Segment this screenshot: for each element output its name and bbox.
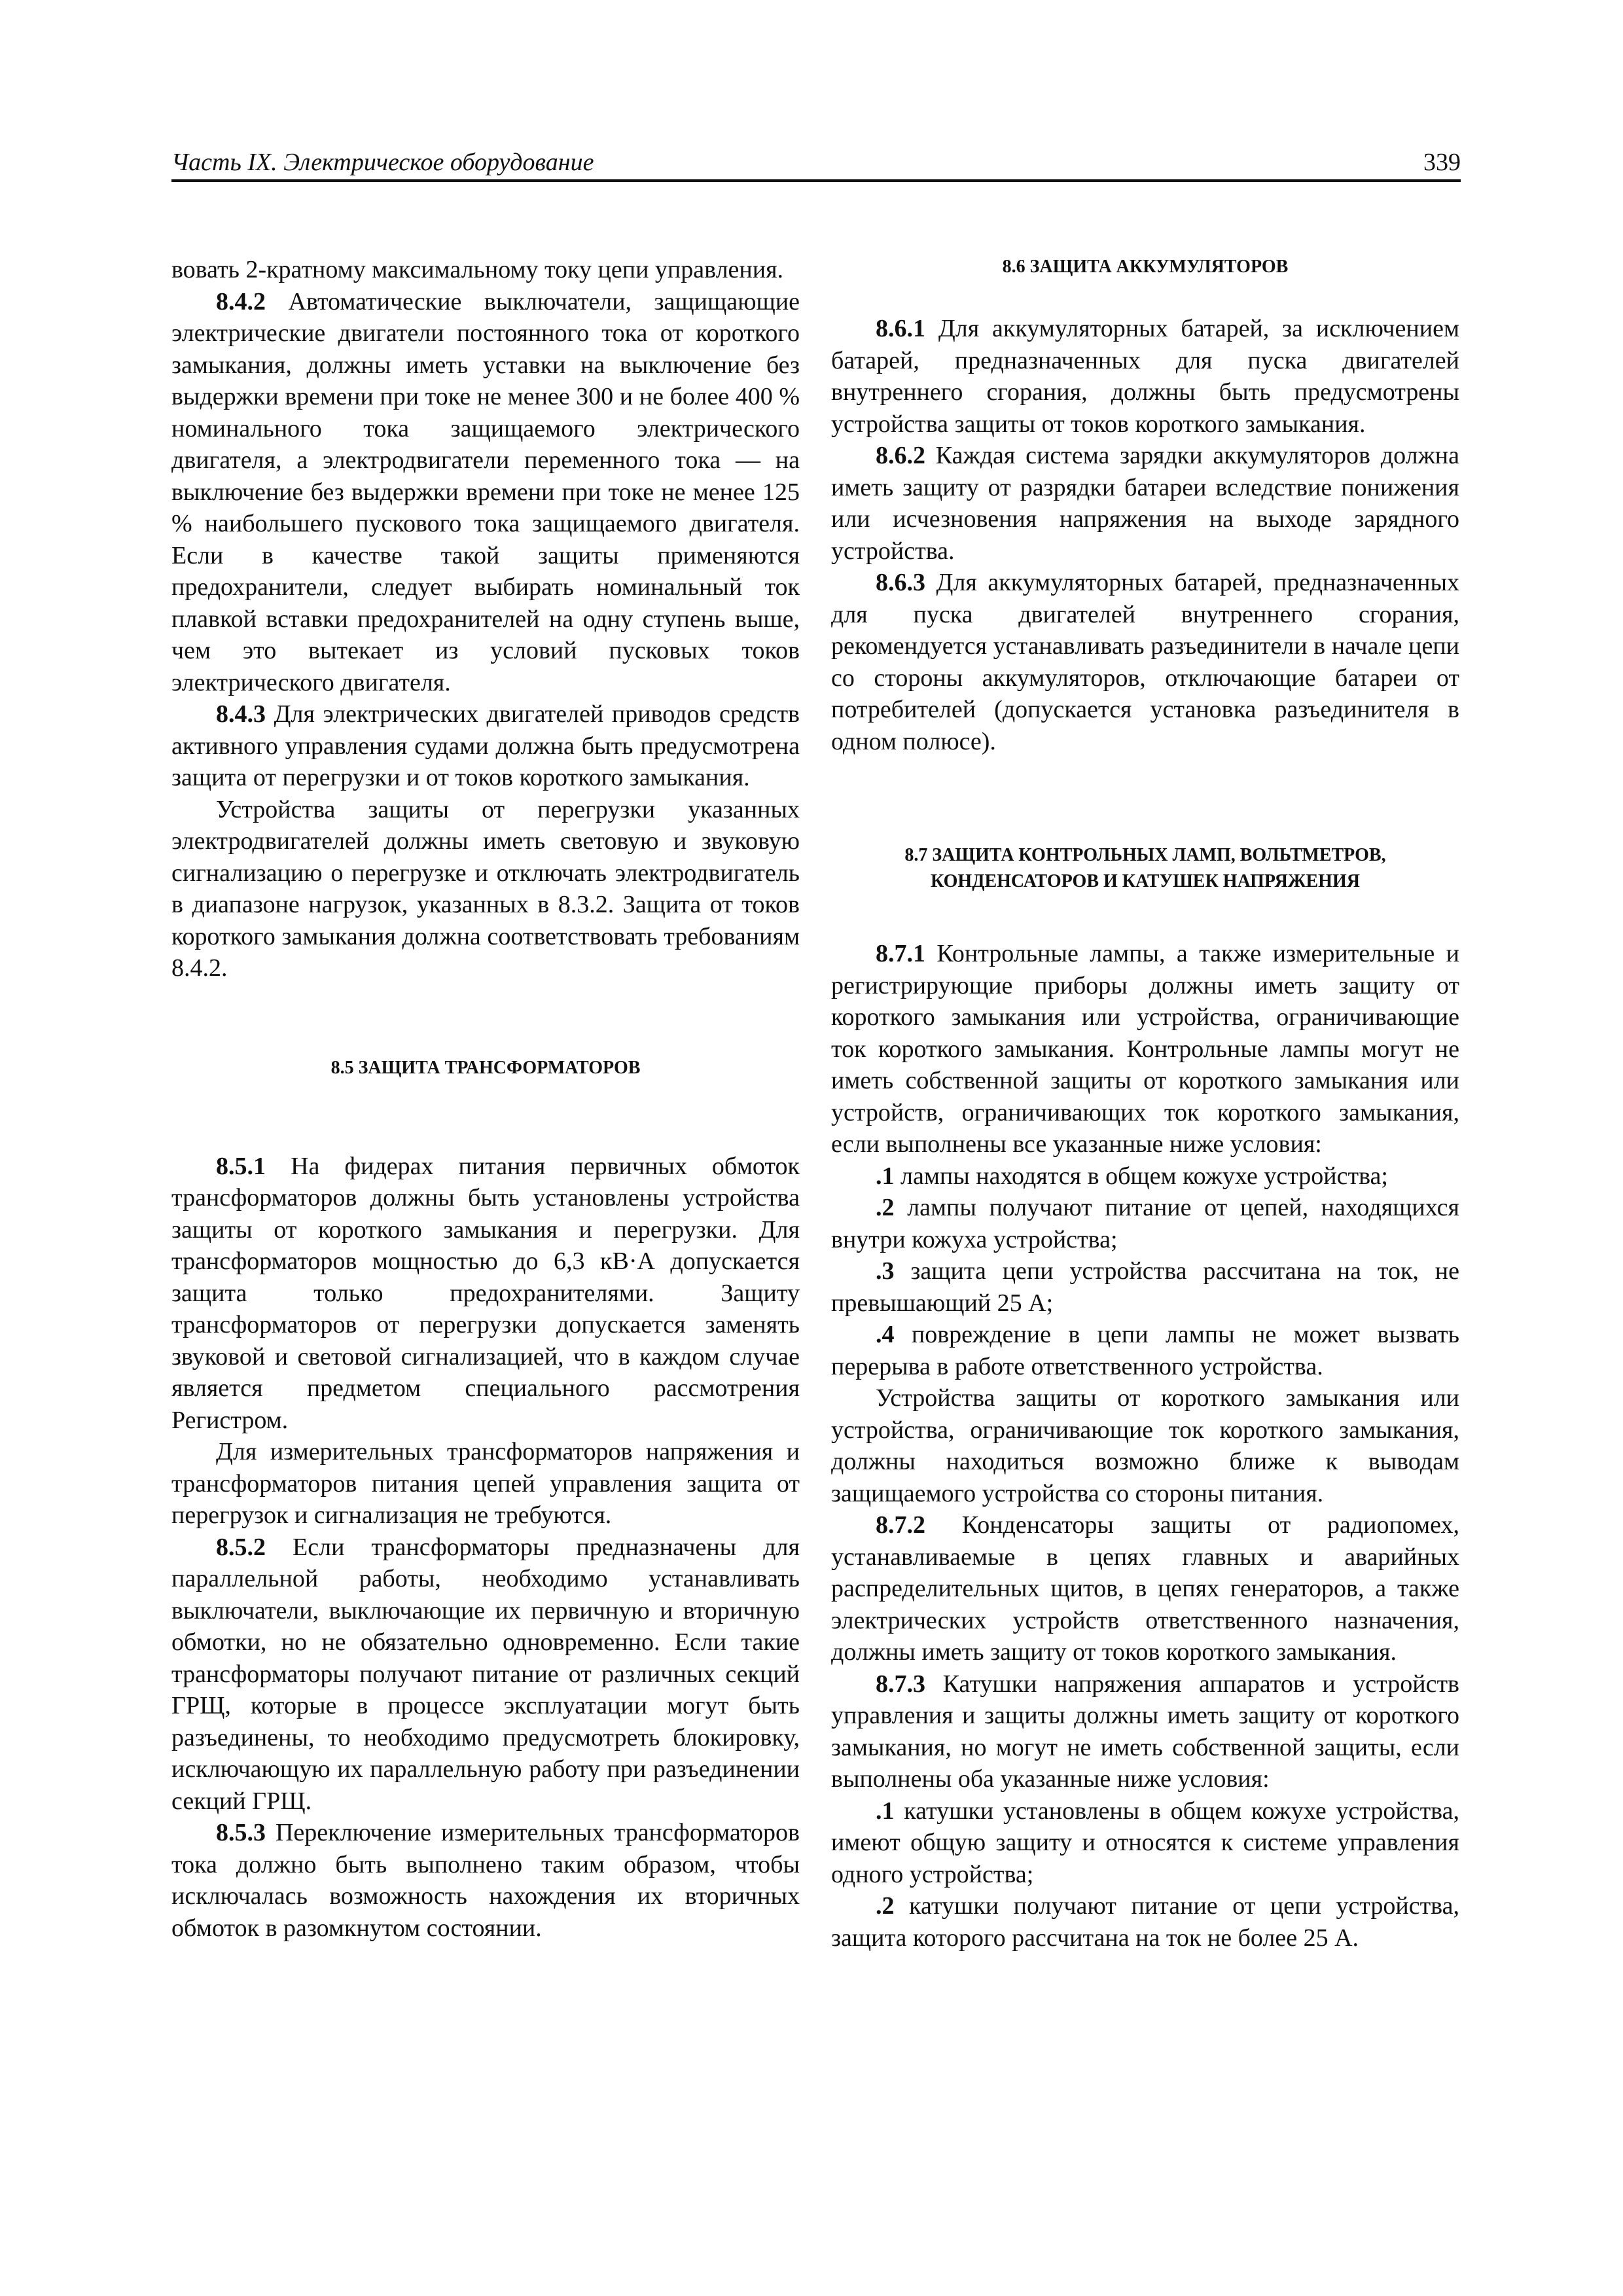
item-text: катушки получают питание от цепи устройства, защита которого рассчитана на ток не более 25 А. — [831, 1892, 1459, 1952]
item-text: лампы находятся в общем кожухе устройства; — [894, 1162, 1388, 1190]
item-number: .3 — [876, 1257, 895, 1285]
paragraph-8-7-2 — [831, 1509, 1459, 1668]
paragraph-8-5-1-b: Для измерительных трансформаторов напряжения и трансформаторов питания цепей управления защита от перегрузок и сигнализация не требуются. — [171, 1438, 800, 1529]
paragraph-8-7-1-b: Устройства защиты от короткого замыкания или устройства, ограничивающие ток короткого замыкания, должны находиться возможно ближе к выводам защищаемого устройства со стороны питания. — [831, 1384, 1459, 1507]
paragraph-8-7-3 — [831, 1668, 1459, 1795]
paragraph-8-7-1 — [831, 938, 1459, 1160]
clause-number: 8.6.3 — [876, 569, 925, 596]
running-title: Часть IX. Электрическое оборудование — [171, 149, 594, 176]
clause-number: 8.6.1 — [876, 315, 925, 342]
paragraph-8-5-1 — [171, 1151, 800, 1437]
paragraph-8-6-1 — [831, 313, 1459, 440]
list-item — [831, 1255, 1459, 1319]
clause-number: 8.6.2 — [876, 442, 925, 469]
section-title-8-7 — [831, 842, 1459, 895]
clause-text: Конденсаторы защиты от радиопомех, устанавливаемые в цепях главных и аварийных распределительных щитов, в цепях генераторов, а также электрических устройств ответственного назначения, должны иметь защиту от токов короткого замыкания. — [831, 1511, 1459, 1666]
clause-number: 8.7.3 — [876, 1670, 925, 1698]
right-column — [831, 254, 1459, 1954]
clause-text: Катушки напряжения аппаратов и устройств управления и защиты должны иметь защиту от короткого замыкания, но могут не иметь собственной защиты, если выполнены оба указанные ниже условия: — [831, 1670, 1459, 1793]
item-number: .4 — [876, 1321, 895, 1348]
clause-text: На фидерах питания первичных обмоток трансформаторов должны быть установлены устройства защиты от короткого замыкания и перегрузки. Для трансформаторов мощностью до 6,3 кВ·А допускается защита только предохранителями. Защиту трансформаторов от перегрузки допускается заменять звуковой и световой сигнализацией, что в каждом случае является предметом специального рассмотрения Регистром. — [171, 1152, 800, 1434]
clause-text: Для электрических двигателей приводов средств активного управления судами должна быть предусмотрена защита от перегрузки и от токов короткого замыкания. — [171, 700, 800, 791]
paragraph-8-6-3 — [831, 567, 1459, 757]
clause-text: Автоматические выключатели, защищающие электрические двигатели постоянного тока от короткого замыкания, должны иметь уставки на выключение без выдержки времени при токе не менее 300 и не более 400 % номинального тока защищаемого электрического двигателя, а электродвигатели переменного тока — на выключение без выдержки времени при токе не менее 125 % наибольшего пускового тока защищаемого двигателя. Если в качестве такой защиты применяются предохранители, следует выбирать номинальный ток плавкой вставки предохранителей на одну ступень выше, чем это вытекает из условий пусковых токов электрического двигателя. — [171, 287, 800, 696]
clause-text: Каждая система зарядки аккумуляторов должна иметь защиту от разрядки батареи вследствие понижения или исчезновения напряжения на выходе зарядного устройства. — [831, 442, 1459, 565]
item-text: защита цепи устройства рассчитана на ток, не превышающий 25 А; — [831, 1257, 1459, 1317]
left-column — [171, 254, 800, 1944]
paragraph-8-4-3 — [171, 698, 800, 794]
clause-number: 8.7.1 — [876, 940, 925, 967]
clause-text: Для аккумуляторных батарей, за исключением батарей, предназначенных для пуска двигателей внутреннего сгорания, должны быть предусмотрены устройства защиты от токов короткого замыкания. — [831, 315, 1459, 438]
section-title-line: КОНДЕНСАТОРОВ И КАТУШЕК НАПРЯЖЕНИЯ — [931, 871, 1360, 891]
clause-number: 8.5.2 — [216, 1533, 266, 1561]
list-item — [831, 1319, 1459, 1382]
section-title-line: 8.7 ЗАЩИТА КОНТРОЛЬНЫХ ЛАМП, ВОЛЬТМЕТРОВ, — [904, 845, 1386, 865]
item-number: .1 — [876, 1162, 895, 1190]
clause-number: 8.7.2 — [876, 1511, 925, 1539]
paragraph-8-4-2 — [171, 286, 800, 699]
clause-number: 8.5.1 — [216, 1152, 266, 1180]
clause-text: Переключение измерительных трансформаторов тока должно быть выполнено таким образом, чтобы исключалась возможность нахождения их вторичных обмоток в разомкнутом состоянии. — [171, 1819, 800, 1942]
item-text: катушки установлены в общем кожухе устройства, имеют общую защиту и относятся к системе управления одного устройства; — [831, 1797, 1459, 1888]
clause-text: Если трансформаторы предназначены для параллельной работы, необходимо устанавливать выключатели, выключающие их первичную и вторичную обмотки, но не обязательно одновременно. Если такие трансформаторы получают питание от различных секций ГРЩ, которые в процессе эксплуатации могут быть разъединены, то необходимо предусмотреть блокировку, исключающую их параллельную работу при разъединении секций ГРЩ. — [171, 1533, 800, 1815]
item-text: повреждение в цепи лампы не может вызвать перерыва в работе ответственного устройства. — [831, 1321, 1459, 1380]
item-number: .2 — [876, 1892, 895, 1920]
section-title-8-6: 8.6 ЗАЩИТА АККУМУЛЯТОРОВ — [1002, 257, 1289, 277]
paragraph-8-5-3 — [171, 1817, 800, 1944]
item-number: .2 — [876, 1194, 895, 1221]
clause-text: Контрольные лампы, а также измерительные и регистрирующие приборы должны иметь защиту от короткого замыкания или устройства, ограничивающие ток короткого замыкания. Контрольные лампы могут не иметь собственной защиты от короткого замыкания или устройств, ограничивающих ток короткого замыкания, если выполнены все указанные ниже условия: — [831, 940, 1459, 1158]
item-text: лампы получают питание от цепей, находящихся внутри кожуха устройства; — [831, 1194, 1459, 1253]
clause-text: Для аккумуляторных батарей, предназначенных для пуска двигателей внутреннего сгорания, рекомендуется устанавливать разъединители в начале цепи со стороны аккумуляторов, отключающие батареи от потребителей (допускается установка разъединителя в одном полюсе). — [831, 569, 1459, 755]
paragraph-8-4-3-b: Устройства защиты от перегрузки указанных электродвигателей должны иметь световую и звуковую сигнализацию о перегрузке и отключать электродвигатель в диапазоне нагрузок, указанных в 8.3.2. Защита от токов короткого замыкания должна соответствовать требованиям 8.4.2. — [171, 795, 800, 982]
clause-number: 8.5.3 — [216, 1819, 266, 1846]
list-item — [831, 1160, 1459, 1193]
item-number: .1 — [876, 1797, 895, 1825]
clause-number: 8.4.3 — [216, 700, 266, 728]
clause-number: 8.4.2 — [216, 287, 266, 315]
list-item — [831, 1192, 1459, 1255]
section-title-8-5: 8.5 ЗАЩИТА ТРАНСФОРМАТОРОВ — [330, 1057, 641, 1078]
page-header — [171, 140, 1461, 182]
paragraph-continuation: вовать 2-кратному максимальному току цепи управления. — [171, 256, 784, 283]
list-item — [831, 1795, 1459, 1891]
list-item — [831, 1890, 1459, 1954]
paragraph-8-5-2 — [171, 1532, 800, 1818]
page-number: 339 — [1423, 149, 1461, 176]
paragraph-8-6-2 — [831, 440, 1459, 567]
